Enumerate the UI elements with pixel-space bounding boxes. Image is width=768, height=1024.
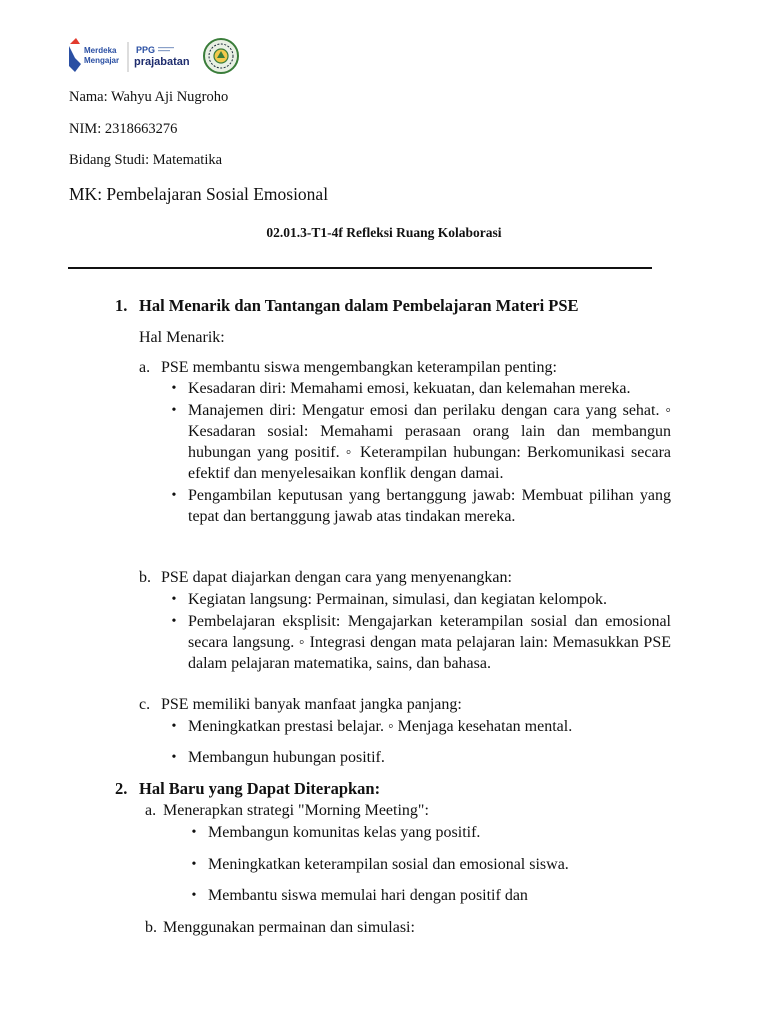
title-divider — [68, 267, 652, 269]
logo-mengajar-text: Mengajar — [84, 56, 120, 65]
item-text: PSE membantu siswa mengembangkan keterampilan penting: — [161, 359, 557, 376]
section-heading-text: Hal Baru yang Dapat Diterapkan: — [139, 779, 381, 798]
bullet-text: Meningkatkan prestasi belajar. ◦ Menjaga kesehatan mental. — [188, 718, 573, 735]
document-title: 02.01.3-T1-4f Refleksi Ruang Kolaborasi — [266, 225, 502, 240]
bullet-text: Pembelajaran eksplisit: Mengajarkan keterampilan sosial dan emosional secara langsung. ◦ Integrasi dengan mata pelajaran lain: Memasukkan PSE dalam pelajaran matematika, sains, dan bahasa. — [188, 613, 671, 672]
section-heading-text: Hal Menarik dan Tantangan dalam Pembelajaran Materi PSE — [139, 296, 579, 315]
section-1-heading — [115, 296, 579, 316]
section-2-heading — [115, 779, 380, 799]
item-label: c. — [139, 696, 151, 713]
item-label: a. — [145, 802, 157, 819]
bullet-icon: • — [171, 750, 177, 765]
bullet-list-1a — [160, 378, 671, 527]
university-seal-icon — [204, 39, 238, 73]
bullet-text: Kegiatan langsung: Permainan, simulasi, dan kegiatan kelompok. — [188, 591, 608, 608]
logo-ppg-text: PPG — [136, 45, 156, 55]
item-text: Menerapkan strategi "Morning Meeting": — [163, 802, 429, 819]
item-text: PSE dapat diajarkan dengan cara yang menyenangkan: — [161, 569, 512, 586]
list-item — [160, 485, 671, 527]
ppg-prajabatan-logo — [134, 45, 190, 68]
list-item — [160, 400, 671, 484]
item-text: Menggunakan permainan dan simulasi: — [163, 919, 415, 936]
section-number: 1. — [115, 296, 128, 315]
field-of-study: Bidang Studi: Matematika — [69, 152, 223, 168]
item-label: b. — [139, 569, 151, 586]
bullet-icon: • — [191, 857, 197, 872]
bullet-icon: • — [171, 614, 177, 629]
list-item — [160, 378, 671, 399]
bullet-icon: • — [171, 381, 177, 396]
bullet-icon: • — [191, 825, 197, 840]
item-text: PSE memiliki banyak manfaat jangka panjang: — [161, 696, 462, 713]
logo-prajabatan-text: prajabatan — [134, 56, 190, 68]
bullet-text: Membangun hubungan positif. — [188, 749, 385, 766]
item-label: b. — [145, 919, 157, 936]
bullet-text: Meningkatkan keterampilan sosial dan emosional siswa. — [208, 856, 569, 873]
section-number: 2. — [115, 779, 128, 798]
course-title: MK: Pembelajaran Sosial Emosional — [69, 184, 329, 204]
bullet-icon: • — [171, 592, 177, 607]
bullet-text: Membantu siswa memulai hari dengan positif dan — [208, 887, 528, 904]
bullet-text: Manajemen diri: Mengatur emosi dan perilaku dengan cara yang sehat. ◦ Kesadaran sosial: Memahami perasaan orang lain dan membangun hubungan yang positif. ◦ Keterampilan hubungan: Berkomunikasi secara efektif dan menyelesaikan konflik dengan damai. — [188, 402, 671, 482]
item-label: a. — [139, 359, 151, 376]
bullet-icon: • — [171, 403, 177, 418]
header-logos — [66, 36, 241, 80]
list-item — [160, 589, 671, 610]
bullet-text: Pengambilan keputusan yang bertanggung jawab: Membuat pilihan yang tepat dan bertanggung jawab atas tindakan mereka. — [188, 487, 671, 525]
list-item — [160, 611, 671, 674]
student-name: Nama: Wahyu Aji Nugroho — [69, 89, 229, 105]
bullet-icon: • — [171, 719, 177, 734]
bullet-list-1b — [160, 589, 671, 674]
merdeka-mengajar-logo — [69, 38, 119, 72]
bullet-text: Membangun komunitas kelas yang positif. — [208, 824, 481, 841]
bullet-text: Kesadaran diri: Memahami emosi, kekuatan, dan kelemahan mereka. — [188, 380, 631, 397]
section-1-subheading: Hal Menarik: — [139, 329, 225, 346]
bullet-icon: • — [171, 488, 177, 503]
bullet-icon: • — [191, 888, 197, 903]
student-nim: NIM: 2318663276 — [69, 121, 178, 137]
logo-merdeka-text: Merdeka — [84, 46, 117, 55]
